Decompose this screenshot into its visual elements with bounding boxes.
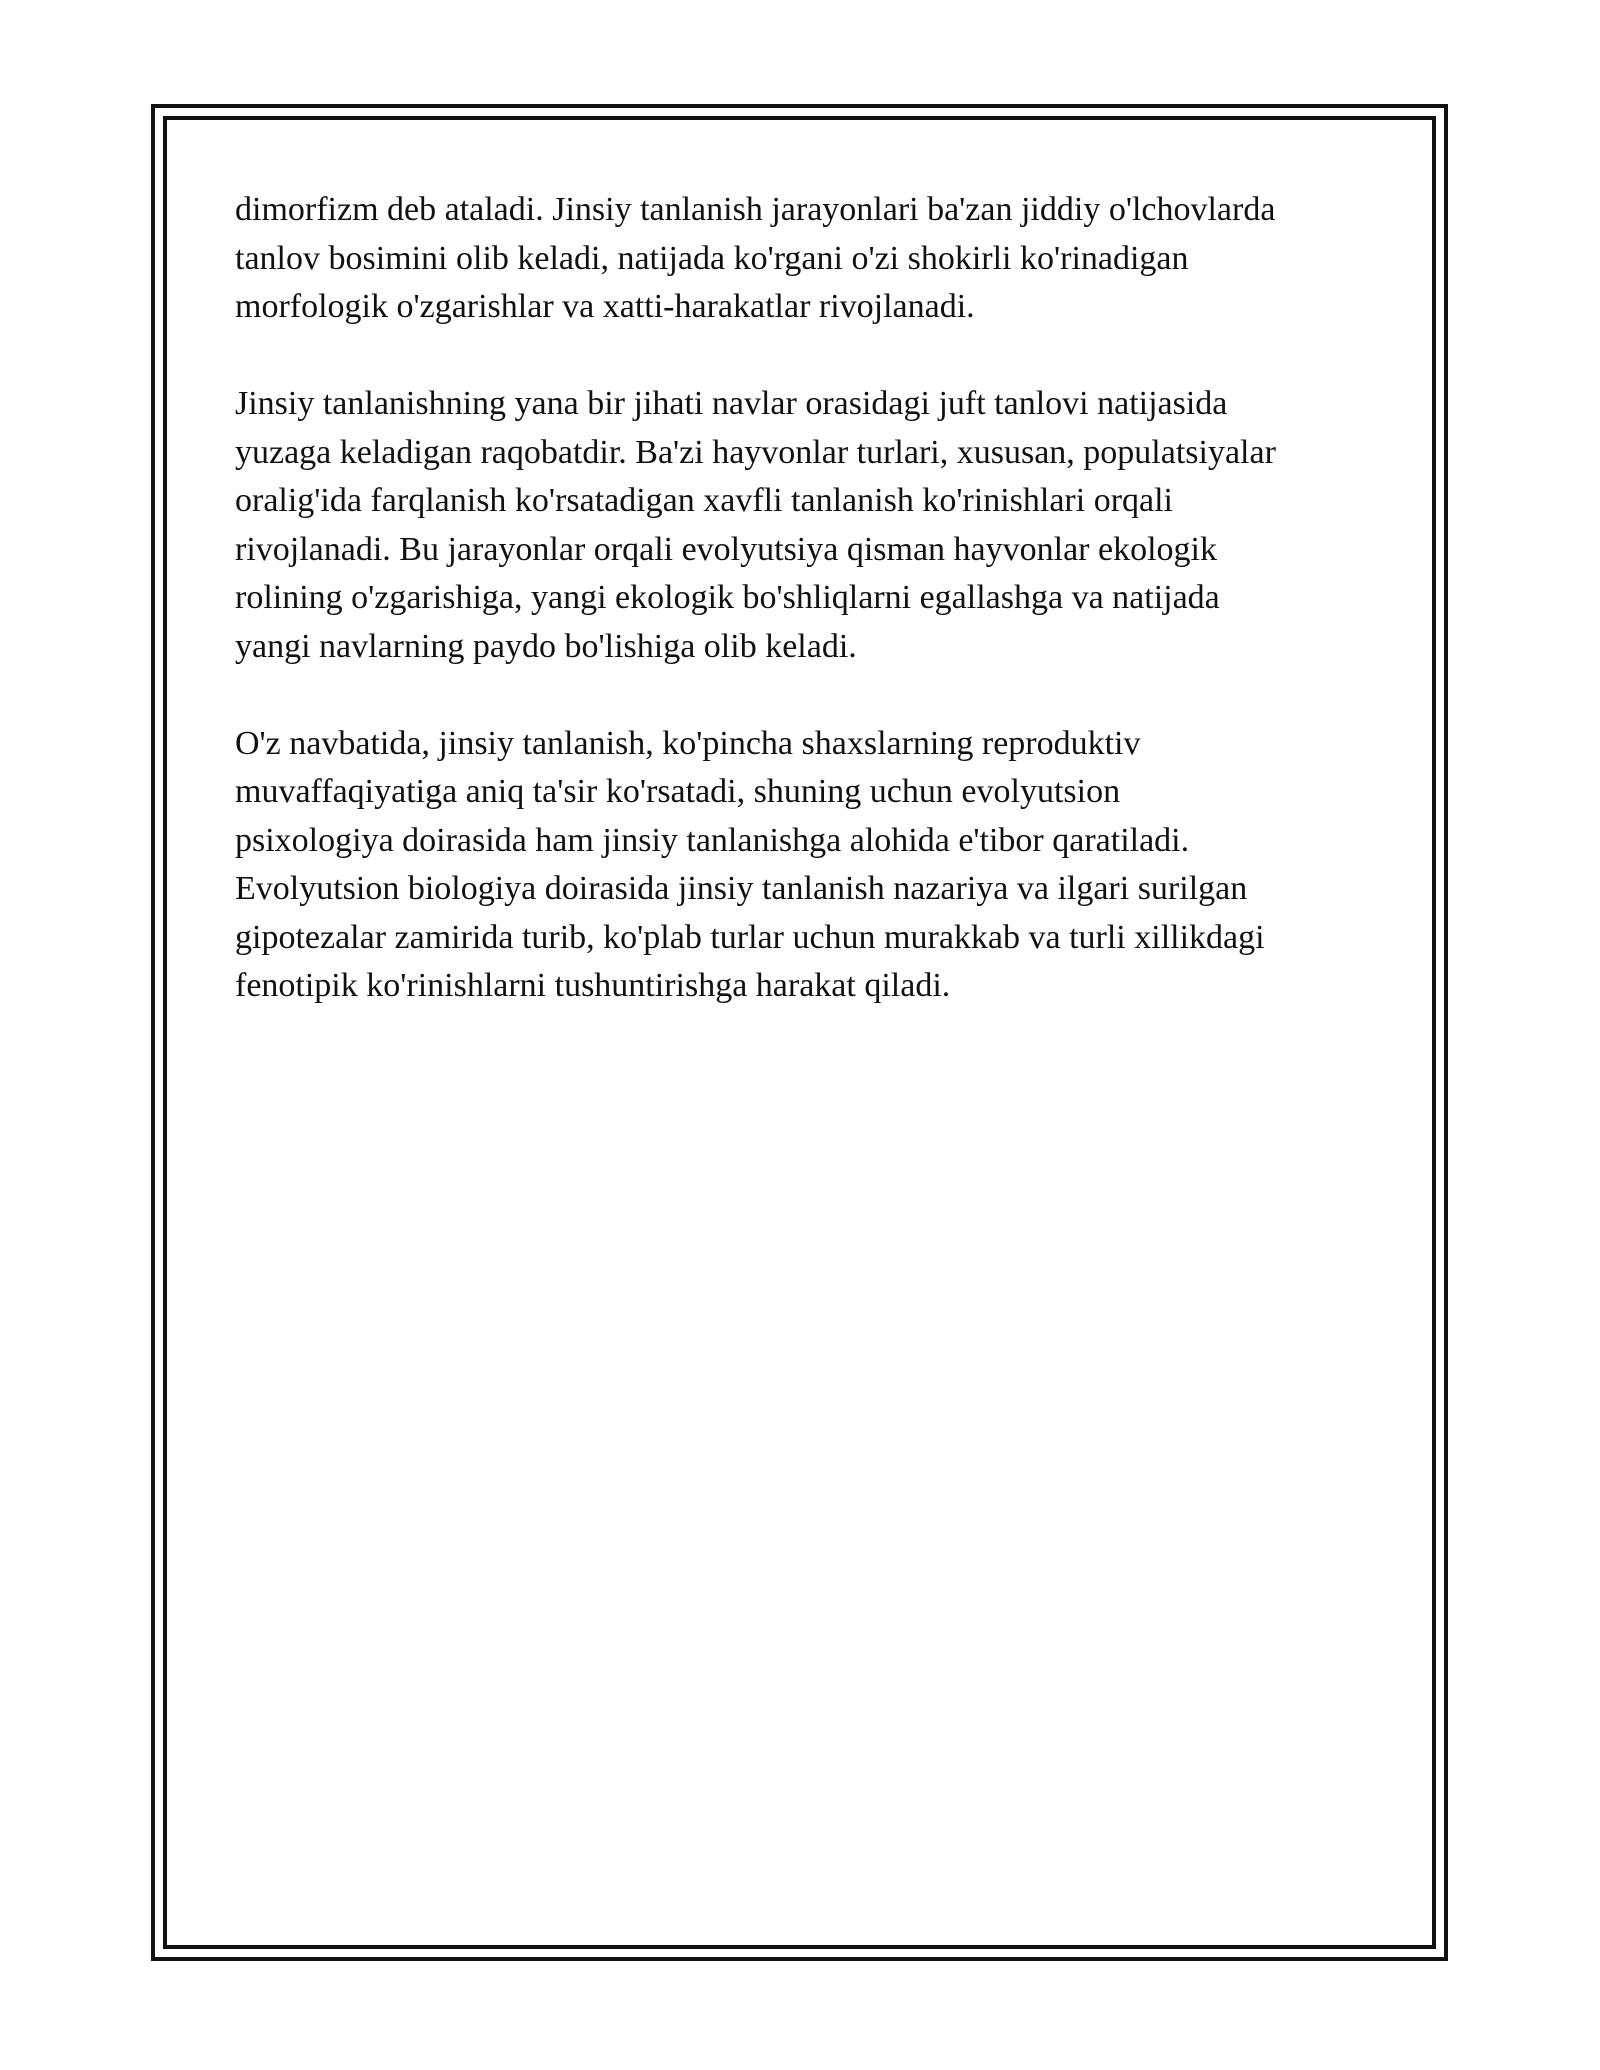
document-body (235, 186, 1385, 1059)
paragraph-1: dimorfizm deb ataladi. Jinsiy tanlanish jarayonlari ba'zan jiddiy o'lchovlarda tanlov bosimini olib keladi, natijada ko'rgani o'zi shokirli ko'rinadigan morfologik o'zgarishlar va xatti-harakatlar rivojlanadi. (235, 191, 1276, 325)
paragraph-3: O'z navbatida, jinsiy tanlanish, ko'pincha shaxslarning reproduktiv muvaffaqiyatiga aniq ta'sir ko'rsatadi, shuning uchun evolyutsion psixologiya doirasida ham jinsiy tanlanishga alohida e'tibor qaratiladi. Evolyutsion biologiya doirasida jinsiy tanlanish nazariya va ilgari surilgan gipotezalar zamirida turib, ko'plab turlar uchun murakkab va turli xillikdagi fenotipik ko'rinishlarni tushuntirishga harakat qiladi. (235, 724, 1265, 1004)
paragraph-2: Jinsiy tanlanishning yana bir jihati navlar orasidagi juft tanlovi natijasida yuzaga keladigan raqobatdir. Ba'zi hayvonlar turlari, xususan, populatsiyalar oralig'ida farqlanish ko'rsatadigan xavfli tanlanish ko'rinishlari orqali rivojlanadi. Bu jarayonlar orqali evolyutsiya qisman hayvonlar ekologik rolining o'zgarishiga, yangi ekologik bo'shliqlarni egallashga va natijada yangi navlarning paydo bo'lishiga olib keladi. (235, 385, 1276, 665)
